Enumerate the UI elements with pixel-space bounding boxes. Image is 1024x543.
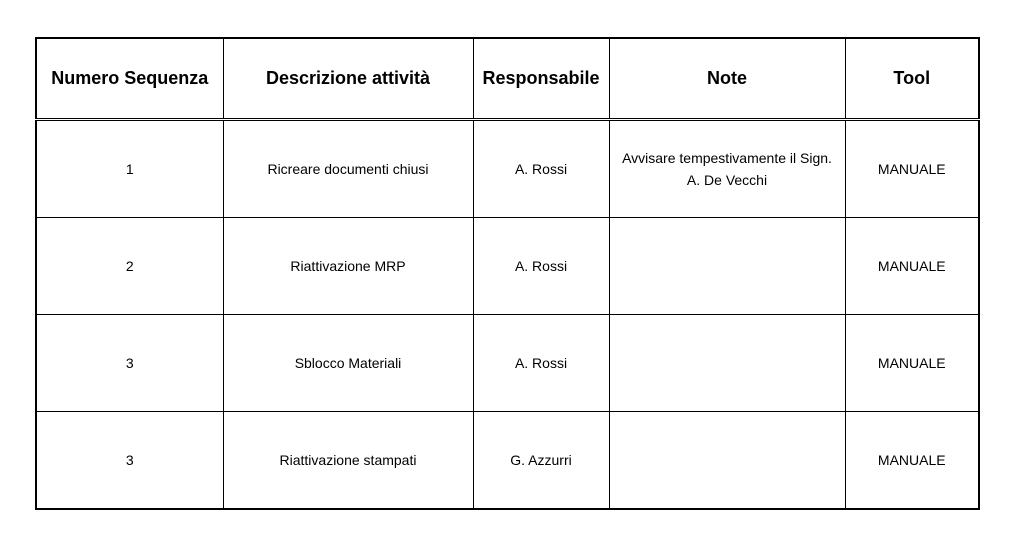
cell-owner: A. Rossi [473, 315, 609, 412]
note-text: Avvisare tempestivamente il Sign. A. De Vecchi [622, 150, 832, 188]
table-row [36, 315, 979, 412]
cell-sequence: 3 [36, 412, 223, 510]
table-row [36, 120, 979, 218]
cell-description: Riattivazione stampati [223, 412, 473, 510]
header-note: Note [609, 38, 845, 120]
cell-owner: A. Rossi [473, 120, 609, 218]
cell-note [609, 218, 845, 315]
cell-tool: MANUALE [845, 315, 979, 412]
cell-description: Riattivazione MRP [223, 218, 473, 315]
table-header-row [36, 38, 979, 120]
activity-table [35, 37, 980, 510]
table-row [36, 412, 979, 510]
cell-note [609, 120, 845, 218]
header-tool: Tool [845, 38, 979, 120]
cell-tool: MANUALE [845, 120, 979, 218]
cell-sequence: 3 [36, 315, 223, 412]
activity-table-container [35, 37, 980, 510]
header-descrizione-attivita: Descrizione attività [223, 38, 473, 120]
cell-tool: MANUALE [845, 218, 979, 315]
cell-tool: MANUALE [845, 412, 979, 510]
table-row [36, 218, 979, 315]
cell-sequence: 2 [36, 218, 223, 315]
header-numero-sequenza: Numero Sequenza [36, 38, 223, 120]
cell-description: Ricreare documenti chiusi [223, 120, 473, 218]
cell-note [609, 315, 845, 412]
cell-owner: A. Rossi [473, 218, 609, 315]
cell-sequence: 1 [36, 120, 223, 218]
header-responsabile: Responsabile [473, 38, 609, 120]
cell-description: Sblocco Materiali [223, 315, 473, 412]
cell-owner: G. Azzurri [473, 412, 609, 510]
cell-note [609, 412, 845, 510]
